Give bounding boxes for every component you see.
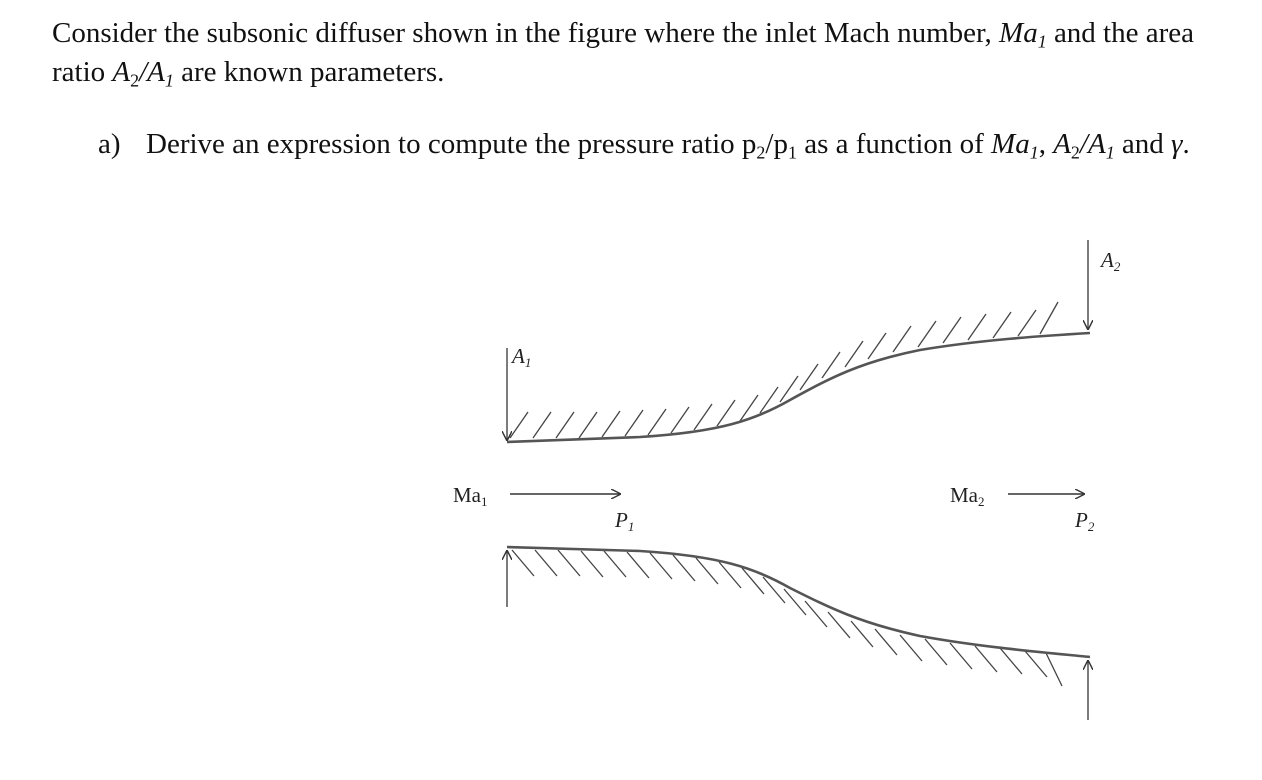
part-a-text: Derive an expression to compute the pressure ratio $p_2/p_1$ as a function of $Ma_1$, $A_2/A_1$ and γ.	[146, 128, 1190, 163]
label-p1: P1	[615, 508, 635, 534]
label-ma1: Ma1	[453, 483, 488, 509]
problem-intro: Consider the subsonic diffuser shown in the figure where the inlet Mach number, $Ma_1$ and the area ratio $A_2/A_1$ are known parameters.	[52, 17, 1195, 91]
label-a2: A2	[1101, 248, 1121, 274]
upper-wall-hatching	[510, 302, 1058, 438]
lower-wall	[507, 547, 1090, 657]
upper-wall	[507, 333, 1090, 442]
label-a1: A1	[512, 344, 532, 370]
part-a-label: a)	[98, 128, 121, 160]
label-ma2: Ma2	[950, 483, 985, 509]
label-p2: P2	[1075, 508, 1095, 534]
lower-wall-hatching	[512, 550, 1062, 686]
